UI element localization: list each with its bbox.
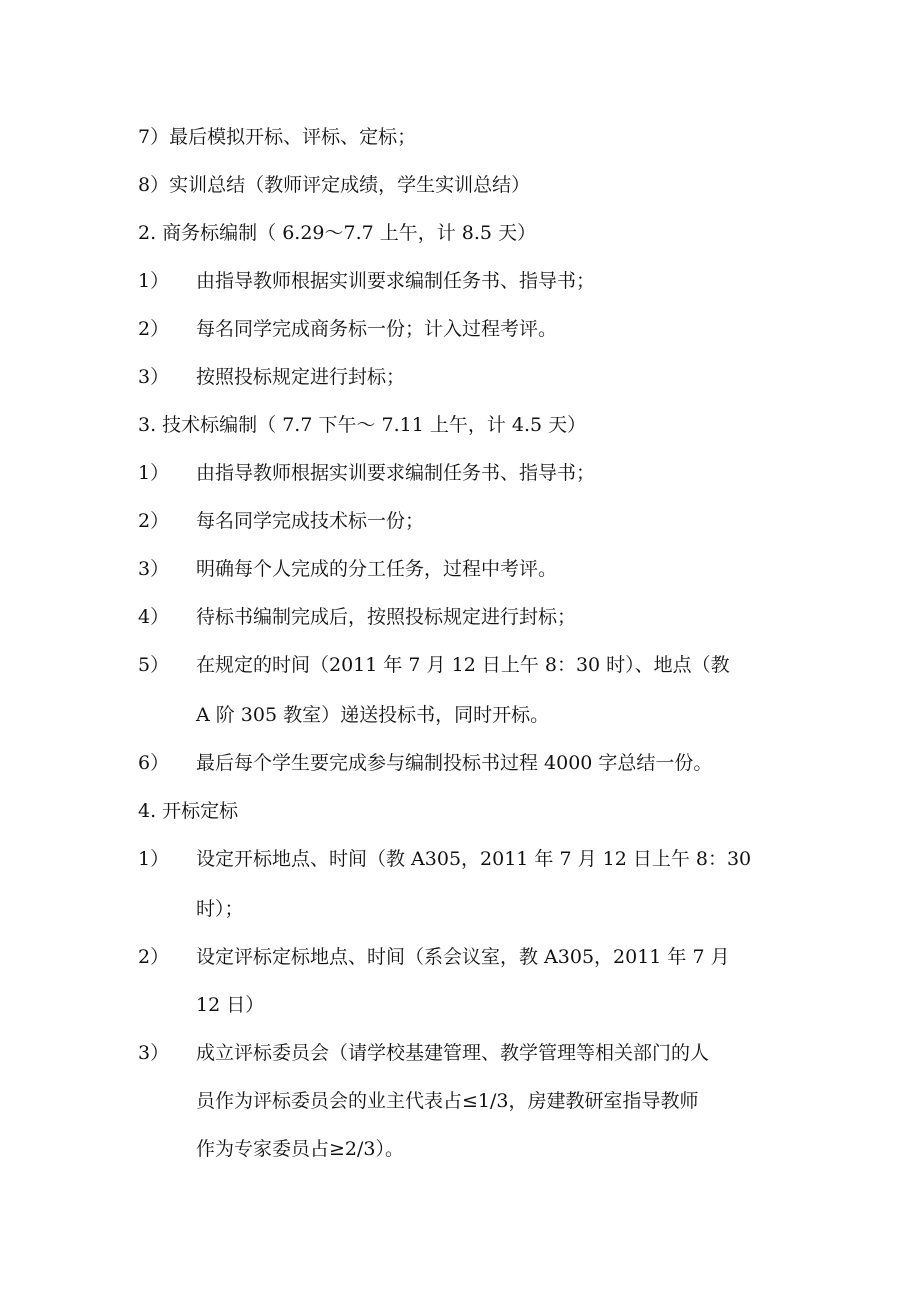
list-item	[138, 268, 595, 294]
list-item	[138, 316, 557, 342]
item-number: 5）	[138, 654, 170, 676]
heading-text: 3. 技术标编制（ 7.7 下午～ 7.11 上午，计 4.5 天）	[138, 414, 587, 436]
list-item	[138, 1040, 709, 1066]
heading-text: 2. 商务标编制（ 6.29～7.7 上午，计 8.5 天）	[138, 222, 537, 244]
item-continuation: A 阶 305 教室）递送投标书，同时开标。	[196, 704, 550, 726]
item-number: 4）	[138, 606, 170, 628]
line-text: 7）最后模拟开标、评标、定标；	[138, 126, 417, 148]
item-text: 待标书编制完成后，按照投标规定进行封标；	[196, 606, 577, 628]
list-item-7	[138, 124, 416, 150]
list-item	[138, 750, 712, 776]
list-item	[138, 460, 595, 486]
item-number: 3）	[138, 366, 170, 388]
item-number: 1）	[138, 848, 170, 870]
item-text: 由指导教师根据实训要求编制任务书、指导书；	[196, 462, 596, 484]
item-text: 每名同学完成商务标一份；计入过程考评。	[196, 318, 558, 340]
item-text: 由指导教师根据实训要求编制任务书、指导书；	[196, 270, 596, 292]
item-number: 6）	[138, 752, 170, 774]
heading-text: 4. 开标定标	[138, 800, 239, 822]
item-number: 3）	[138, 1042, 170, 1064]
item-number: 3）	[138, 558, 170, 580]
item-text: 每名同学完成技术标一份；	[196, 510, 425, 532]
item-text: 设定评标定标地点、时间（系会议室，教 A305，2011 年 7 月	[196, 946, 730, 968]
item-number: 2）	[138, 946, 170, 968]
item-text: 按照投标规定进行封标；	[196, 366, 406, 388]
section-heading-4	[138, 798, 238, 824]
item-number: 1）	[138, 462, 170, 484]
section-heading-2	[138, 220, 536, 246]
item-text: 成立评标委员会（请学校基建管理、教学管理等相关部门的人	[196, 1042, 710, 1064]
item-number: 2）	[138, 318, 170, 340]
list-item-8	[138, 172, 530, 198]
list-item	[138, 944, 730, 970]
list-item	[138, 364, 405, 390]
item-continuation: 作为专家委员占≥2/3）。	[196, 1138, 404, 1160]
line-text: 8）实训总结（教师评定成绩，学生实训总结）	[138, 174, 531, 196]
section-heading-3	[138, 412, 586, 438]
list-item	[138, 652, 730, 678]
list-item	[138, 556, 557, 582]
item-text: 在规定的时间（2011 年 7 月 12 日上午 8：30 时）、地点（教	[196, 654, 730, 676]
list-item	[138, 604, 576, 630]
item-text: 最后每个学生要完成参与编制投标书过程 4000 字总结一份。	[196, 752, 713, 774]
item-number: 1）	[138, 270, 170, 292]
list-item	[138, 846, 751, 872]
item-continuation: 时）；	[196, 898, 244, 920]
item-text: 明确每个人完成的分工任务，过程中考评。	[196, 558, 558, 580]
item-continuation: 员作为评标委员会的业主代表占≤1/3，房建教研室指导教师	[196, 1090, 699, 1112]
item-text: 设定开标地点、时间（教 A305，2011 年 7 月 12 日上午 8：30	[196, 848, 752, 870]
list-item	[138, 508, 424, 534]
item-continuation: 12 日）	[196, 994, 265, 1016]
item-number: 2）	[138, 510, 170, 532]
